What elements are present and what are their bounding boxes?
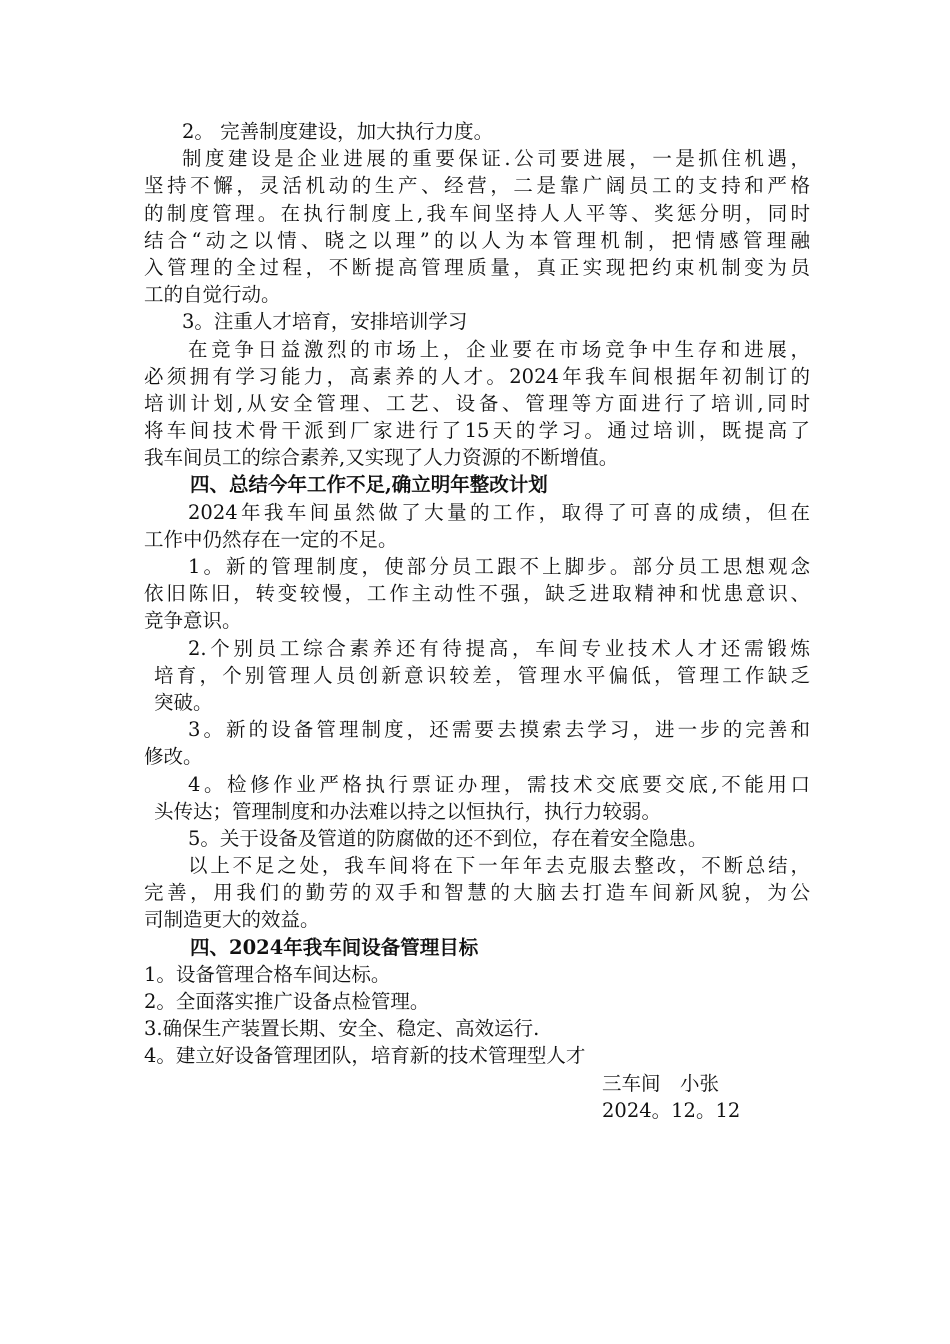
text-line: 5。关于设备及管道的防腐做的还不到位，存在着安全隐患。 <box>188 826 708 850</box>
text-line: 在竞争日益激烈的市场上，企业要在市场竞争中生存和进展， <box>188 337 810 361</box>
text-line: 四、总结今年工作不足,确立明年整改计划 <box>190 473 548 497</box>
text-line: 2024年我车间虽然做了大量的工作，取得了可喜的成绩，但在 <box>188 500 810 524</box>
text-line: 培育，个别管理人员创新意识较差，管理水平偏低，管理工作缺乏 <box>154 663 810 687</box>
text-line: 以上不足之处，我车间将在下一年年去克服去整改，不断总结， <box>188 854 810 878</box>
text-line: 3。新的设备管理制度，还需要去摸索去学习，进一步的完善和 <box>188 718 810 742</box>
text-line: 2.个别员工综合素养还有待提高，车间专业技术人才还需锻炼 <box>188 636 810 660</box>
text-line: 依旧陈旧，转变较慢，工作主动性不强，缺乏进取精神和忧患意识、 <box>144 582 810 606</box>
text-line: 坚持不懈，灵活机动的生产、经营，二是靠广阔员工的支持和严格 <box>144 174 810 198</box>
text-line: 工的自觉行动。 <box>144 283 281 307</box>
text-line: 3.确保生产装置长期、安全、稳定、高效运行. <box>144 1017 540 1041</box>
text-line: 4。检修作业严格执行票证办理，需技术交底要交底,不能用口 <box>188 772 810 796</box>
text-line: 工作中仍然存在一定的不足。 <box>144 527 398 551</box>
document-body <box>144 118 810 1124</box>
text-line: 制度建设是企业进展的重要保证.公司要进展，一是抓住机遇， <box>182 147 810 171</box>
text-line: 四、2024年我车间设备管理目标 <box>190 935 479 959</box>
text-line: 完善，用我们的勤劳的双手和智慧的大脑去打造车间新风貌，为公 <box>144 881 810 905</box>
text-line: 竞争意识。 <box>144 609 242 633</box>
text-line: 司制造更大的效益。 <box>144 908 320 932</box>
text-line: 将车间技术骨干派到厂家进行了15天的学习。通过培训，既提高了 <box>144 419 810 443</box>
text-line: 修改。 <box>144 745 203 769</box>
text-line: 我车间员工的综合素养,又实现了人力资源的不断增值。 <box>144 446 619 470</box>
text-line: 2024。12。12 <box>602 1098 741 1122</box>
text-line: 必须拥有学习能力，高素养的人才。2024年我车间根据年初制订的 <box>144 364 810 388</box>
text-line: 的制度管理。在执行制度上,我车间坚持人人平等、奖惩分明，同时 <box>144 201 810 225</box>
text-line: 1。设备管理合格车间达标。 <box>144 962 391 986</box>
text-line: 4。建立好设备管理团队，培育新的技术管理型人才 <box>144 1044 586 1068</box>
text-line: 3。注重人才培育，安排培训学习 <box>182 310 468 334</box>
text-line: 三车间 小张 <box>602 1071 720 1095</box>
text-line: 入管理的全过程，不断提高管理质量，真正实现把约束机制变为员 <box>144 255 810 279</box>
text-line: 1。新的管理制度，使部分员工跟不上脚步。部分员工思想观念 <box>188 555 810 578</box>
text-line: 2。 完善制度建设，加大执行力度。 <box>182 120 494 143</box>
text-line: 2。全面落实推广设备点检管理。 <box>144 990 430 1013</box>
text-line: 结合“动之以情、晓之以理”的以人为本管理机制，把情感管理融 <box>144 228 810 252</box>
text-line: 培训计划,从安全管理、工艺、设备、管理等方面进行了培训,同时 <box>144 391 810 415</box>
text-line: 头传达；管理制度和办法难以持之以恒执行，执行力较弱。 <box>154 799 662 823</box>
text-line: 突破。 <box>154 690 213 714</box>
